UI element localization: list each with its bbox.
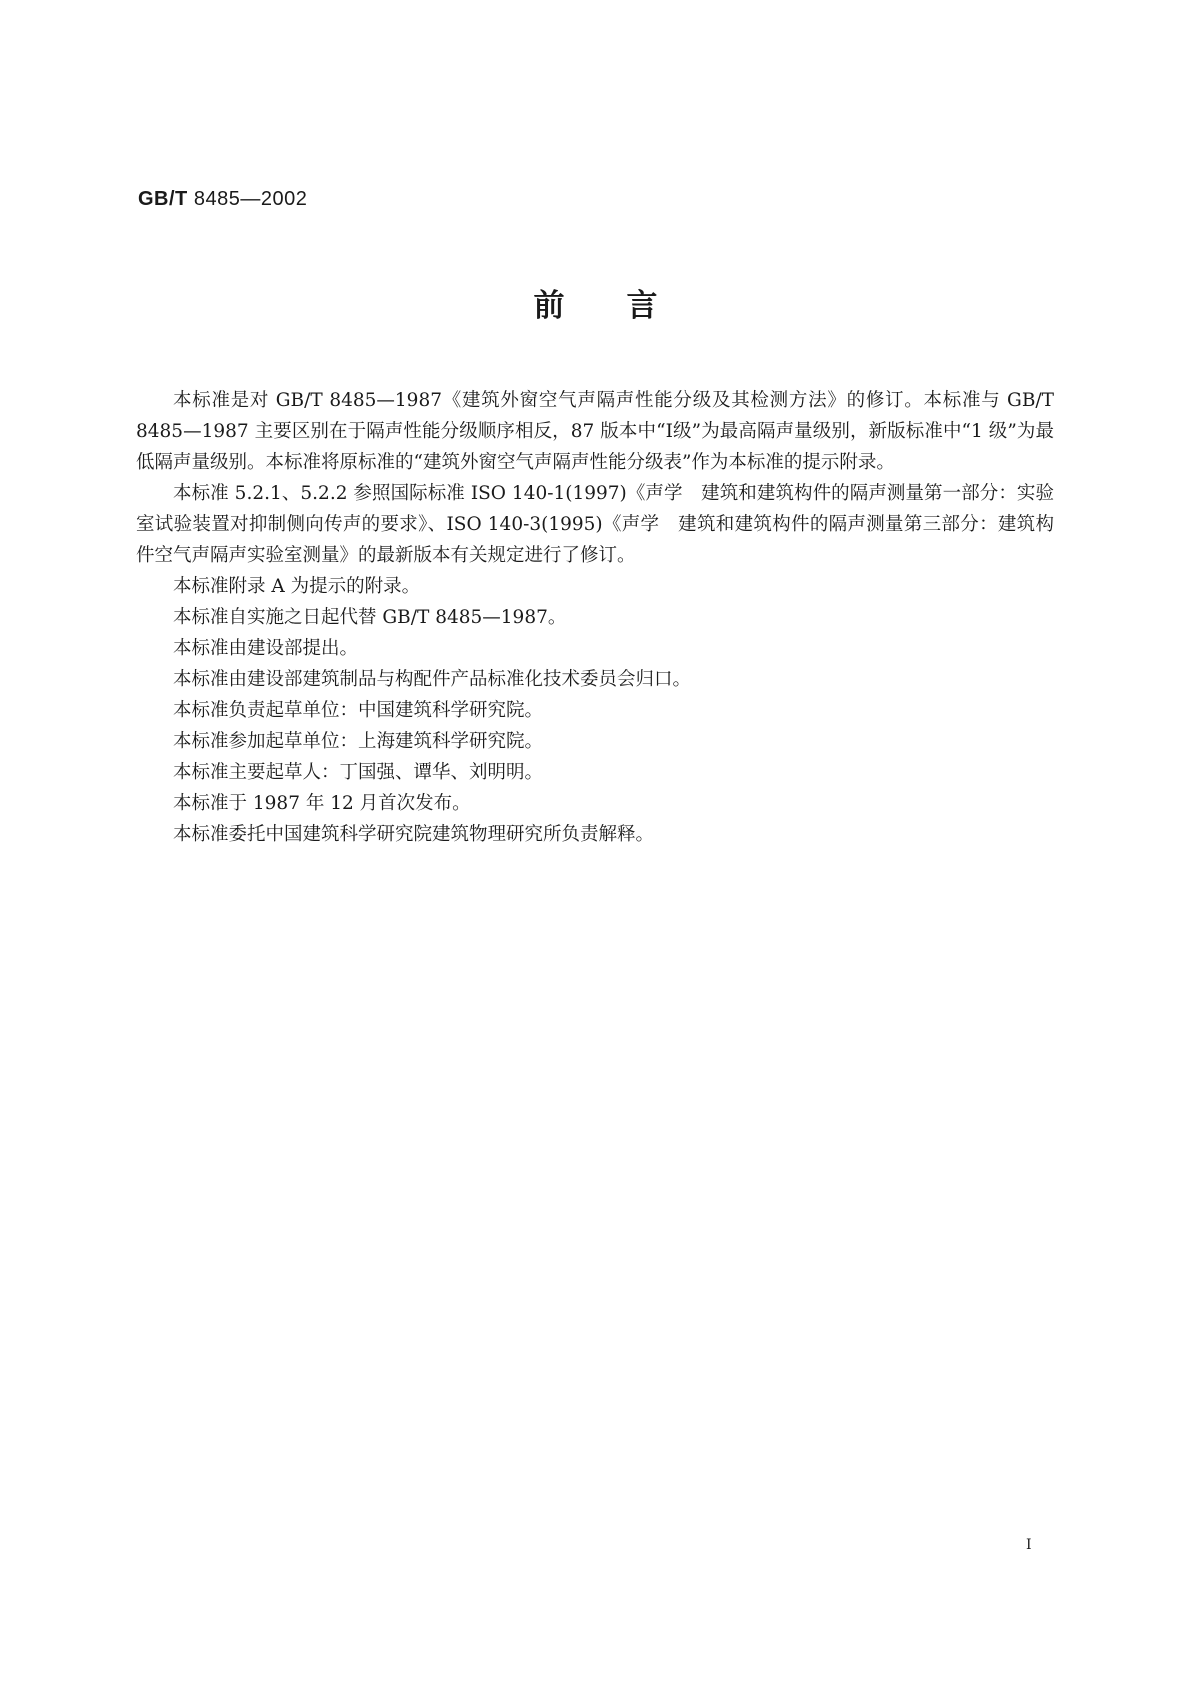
paragraph: 本标准委托中国建筑科学研究院建筑物理研究所负责解释。 [173,824,655,845]
paragraph: 本标准 5.2.1、5.2.2 参照国际标准 ISO 140-1(1997)《声学 建筑和建筑构件的隔声测量第一部分：实验室试验装置对抑制侧向传声的要求》、ISO 140-3(1995)《声学 建筑和建筑构件的隔声测量第三部分：建筑构件空气声隔声实验室测量》的最新版本有关规定进行了修订。 [136,483,1054,566]
paragraph: 本标准由建设部建筑制品与构配件产品标准化技术委员会归口。 [173,669,692,690]
page-number: Ⅰ [1026,1538,1032,1553]
paragraph: 本标准由建设部提出。 [173,638,359,659]
page-title: 前言 [533,288,720,324]
paragraph: 本标准附录 A 为提示的附录。 [173,576,421,597]
paragraph: 本标准参加起草单位：上海建筑科学研究院。 [173,731,544,752]
paragraph: 本标准是对 GB/T 8485—1987《建筑外窗空气声隔声性能分级及其检测方法》的修订。本标准与 GB/T 8485—1987 主要区别在于隔声性能分级顺序相反，87 版本中“Ⅰ级”为最高隔声量级别，新版标准中“1 级”为最低隔声量级别。本标准将原标准的“建筑外窗空气声隔声性能分级表”作为本标准的提示附录。 [136,390,1054,473]
foreword-body [136,385,1054,850]
standard-code [138,188,307,211]
paragraph: 本标准自实施之日起代替 GB/T 8485—1987。 [173,607,567,628]
paragraph: 本标准主要起草人：丁国强、谭华、刘明明。 [173,762,544,783]
standard-code-prefix: GB/T [138,188,188,210]
paragraph: 本标准负责起草单位：中国建筑科学研究院。 [173,700,544,721]
standard-code-number: 8485—2002 [193,188,308,210]
paragraph: 本标准于 1987 年 12 月首次发布。 [173,793,471,814]
